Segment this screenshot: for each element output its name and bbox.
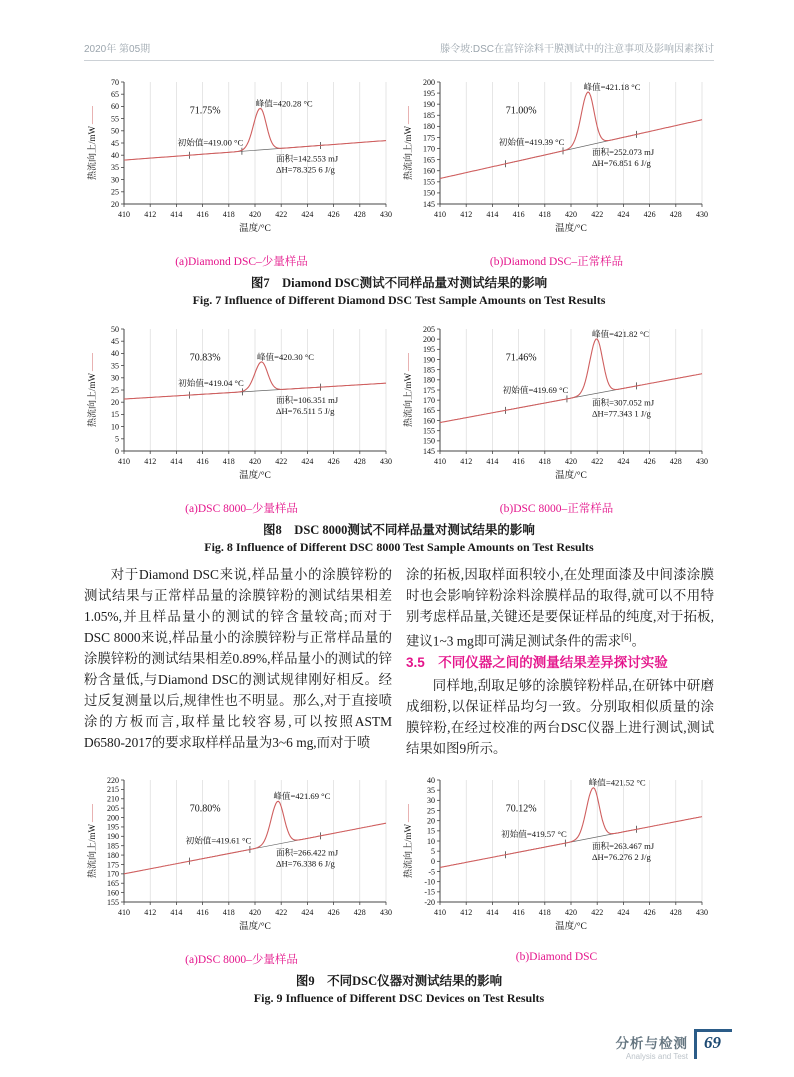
svg-text:430: 430 [696,457,708,466]
svg-text:温度/°C: 温度/°C [555,224,587,234]
svg-text:410: 410 [118,908,130,918]
figure-caption-cn: 图7 Diamond DSC测试不同样品量对测试结果的影响 [250,276,548,290]
svg-text:220: 220 [107,776,119,786]
svg-text:190: 190 [423,99,435,109]
svg-text:414: 414 [170,210,183,219]
svg-text:30: 30 [111,373,119,383]
svg-text:180: 180 [423,375,435,385]
svg-text:35: 35 [111,163,119,173]
svg-text:428: 428 [353,210,366,219]
svg-text:418: 418 [222,210,235,219]
svg-text:185: 185 [423,365,435,375]
svg-text:温度/°C: 温度/°C [555,922,587,933]
svg-text:71.00%: 71.00% [505,105,537,117]
body-text [84,564,714,759]
figure-8-subcaptions [84,500,714,516]
figure-9-charts [84,772,714,950]
svg-text:面积=263.467 mJ: 面积=263.467 mJ [591,841,655,852]
svg-text:410: 410 [118,210,130,219]
svg-text:60: 60 [111,102,119,112]
dsc-chart-fig7b [400,74,714,252]
svg-text:414: 414 [486,210,499,219]
svg-text:190: 190 [423,355,435,365]
svg-text:418: 418 [538,908,551,918]
svg-text:185: 185 [107,841,119,851]
svg-text:424: 424 [617,457,630,466]
svg-text:420: 420 [565,210,577,219]
svg-text:412: 412 [460,210,473,219]
svg-text:422: 422 [275,457,288,466]
svg-text:215: 215 [107,785,119,795]
svg-text:428: 428 [353,457,366,466]
svg-text:热流向上/mW ——: 热流向上/mW —— [403,105,413,181]
reference-marker: [6] [621,632,632,642]
right-column [406,564,714,759]
svg-text:175: 175 [423,133,435,143]
svg-text:70.12%: 70.12% [505,804,537,816]
svg-text:180: 180 [423,122,435,132]
footer-section-en: Analysis and Test [625,1052,688,1061]
svg-text:45: 45 [111,138,119,148]
svg-text:170: 170 [423,144,435,154]
svg-text:初始值=419.04 °C: 初始值=419.04 °C [178,377,244,388]
svg-text:155: 155 [423,426,435,436]
svg-text:40: 40 [111,151,119,160]
svg-text:初始值=419.57 °C: 初始值=419.57 °C [501,829,567,840]
svg-text:40: 40 [111,349,119,359]
paragraph: 同样地,刮取足够的涂膜锌粉样品,在研钵中研磨成细粉,以保证样品均匀一致。分别取相似质量的涂膜锌粉,在经过校准的两台DSC仪器上进行测试,测试结果如图9所示。 [406,678,714,757]
svg-text:426: 426 [327,210,340,219]
svg-text:416: 416 [512,908,525,918]
svg-text:418: 418 [538,457,551,466]
svg-text:170: 170 [107,870,119,880]
svg-text:ΔH=78.325 6 J/g: ΔH=78.325 6 J/g [275,164,335,175]
svg-text:面积=307.052 mJ: 面积=307.052 mJ [591,397,655,408]
svg-text:200: 200 [107,813,119,823]
svg-text:416: 416 [196,210,209,219]
svg-text:温度/°C: 温度/°C [239,922,271,933]
svg-text:峰值=420.30 °C: 峰值=420.30 °C [256,351,314,362]
svg-text:420: 420 [249,457,261,466]
svg-text:195: 195 [423,88,435,98]
figure-8-charts [84,321,714,499]
svg-text:ΔH=76.511 5 J/g: ΔH=76.511 5 J/g [275,405,335,416]
paragraph-end: 。 [631,633,646,649]
svg-text:428: 428 [353,908,366,918]
svg-text:210: 210 [107,795,119,805]
svg-text:145: 145 [423,446,435,456]
svg-text:-15: -15 [424,888,435,898]
svg-text:165: 165 [423,406,435,416]
svg-text:35: 35 [111,361,119,371]
figure-caption-en: Fig. 9 Influence of Different DSC Devices on Test Results [253,991,545,1006]
svg-text:430: 430 [696,210,708,219]
figure-caption-cn: 图9 不同DSC仪器对测试结果的影响 [295,974,503,989]
svg-text:200: 200 [423,77,435,87]
svg-text:424: 424 [301,908,314,918]
dsc-chart-fig9b [400,772,714,950]
page-number [694,1029,732,1059]
svg-text:热流向上/mW ——: 热流向上/mW —— [403,804,413,879]
svg-text:ΔH=76.338 6 J/g: ΔH=76.338 6 J/g [275,858,335,869]
svg-text:45: 45 [111,337,119,346]
svg-text:ΔH=76.851 6 J/g: ΔH=76.851 6 J/g [591,157,651,168]
svg-text:180: 180 [107,851,119,861]
svg-text:195: 195 [107,823,119,833]
svg-text:10: 10 [111,422,119,432]
running-title: 滕令坡:DSC在富锌涂料干膜测试中的注意事项及影响因素探讨 [440,44,714,55]
svg-text:175: 175 [423,385,435,395]
svg-text:430: 430 [380,210,392,219]
svg-text:428: 428 [669,908,682,918]
svg-text:初始值=419.00 °C: 初始值=419.00 °C [177,137,244,148]
subcaption-b: (b)Diamond DSC–正常样品 [489,256,624,268]
svg-text:190: 190 [107,832,119,842]
svg-text:71.46%: 71.46% [505,352,537,364]
svg-text:175: 175 [107,860,119,870]
svg-text:428: 428 [669,210,682,219]
figure-7-charts [84,74,714,252]
figure-caption-cn: 图8 DSC 8000测试不同样品量对测试结果的影响 [263,523,535,537]
dsc-chart-fig9a [84,772,398,950]
svg-text:416: 416 [196,908,209,918]
svg-text:420: 420 [249,210,261,219]
svg-text:428: 428 [669,457,682,466]
svg-text:面积=266.422 mJ: 面积=266.422 mJ [275,847,339,858]
svg-text:热流向上/mW ——: 热流向上/mW —— [403,352,413,428]
figure-7 [84,74,714,308]
svg-text:160: 160 [423,416,435,426]
svg-text:412: 412 [460,908,473,918]
svg-text:面积=252.073 mJ: 面积=252.073 mJ [591,146,655,157]
svg-text:424: 424 [617,908,630,918]
svg-text:70.80%: 70.80% [189,804,221,816]
svg-text:15: 15 [111,410,119,420]
svg-text:420: 420 [249,908,261,918]
svg-text:70: 70 [111,77,119,87]
svg-text:185: 185 [423,111,435,121]
svg-text:422: 422 [591,457,604,466]
page-footer [616,1029,733,1061]
svg-text:初始值=419.61 °C: 初始值=419.61 °C [185,835,252,846]
svg-text:420: 420 [565,908,577,918]
svg-text:426: 426 [327,908,340,918]
svg-text:20: 20 [111,199,119,209]
svg-text:50: 50 [111,126,119,136]
svg-text:ΔH=76.276 2 J/g: ΔH=76.276 2 J/g [591,852,651,863]
svg-text:424: 424 [301,210,314,219]
svg-text:200: 200 [423,334,435,344]
svg-text:温度/°C: 温度/°C [555,471,587,481]
svg-text:412: 412 [460,457,473,466]
svg-text:5: 5 [115,434,119,444]
svg-text:170: 170 [423,395,435,405]
svg-text:50: 50 [111,324,119,334]
svg-text:峰值=421.82 °C: 峰值=421.82 °C [591,328,649,339]
svg-text:426: 426 [643,457,656,466]
svg-text:414: 414 [486,908,499,918]
svg-text:205: 205 [107,804,119,814]
subcaption-a: (a)DSC 8000–少量样品 [185,503,298,515]
svg-text:422: 422 [275,210,288,219]
svg-text:155: 155 [423,177,435,187]
svg-text:418: 418 [222,457,235,466]
svg-text:416: 416 [512,210,525,219]
svg-text:426: 426 [643,210,656,219]
paragraph: 对于Diamond DSC来说,样品量小的涂膜锌粉的测试结果与正常样品量的涂膜锌粉的测试结果相差1.05%,并且样品量小的测试的锌含量较高;而对于DSC 8000来说,样品量小的涂膜锌粉与正常样品量的涂膜锌粉的测试结果相差0.89%,样品量小的测试的锌粉含量低,与Diamond DSC的测试规律刚好相反。经过反复测量以后,规律性也不明显。那么,对于直接喷涂的方板而言,取样量比较容易,可以按照ASTM D6580-2017的要求取样样品量为3~6 mg,而对于喷 [84,567,392,750]
svg-text:426: 426 [643,908,656,918]
svg-text:412: 412 [144,210,157,219]
svg-text:ΔH=77.343 1 J/g: ΔH=77.343 1 J/g [591,408,651,419]
journal-issue: 2020年 第05期 [84,44,151,55]
svg-text:面积=106.351 mJ: 面积=106.351 mJ [275,394,339,405]
page-number-value: 69 [704,1033,721,1052]
svg-text:峰值=420.28 °C: 峰值=420.28 °C [255,98,313,109]
svg-text:55: 55 [111,114,119,124]
subcaption-a: (a)DSC 8000–少量样品 [185,954,298,967]
svg-text:150: 150 [423,188,435,198]
svg-text:0: 0 [431,857,435,867]
svg-text:160: 160 [107,888,119,898]
svg-text:30: 30 [111,175,119,185]
svg-text:418: 418 [538,210,551,219]
svg-text:5: 5 [431,847,435,857]
svg-text:422: 422 [591,210,604,219]
svg-text:165: 165 [107,879,119,889]
svg-text:414: 414 [170,457,183,466]
svg-text:15: 15 [427,827,435,837]
svg-text:0: 0 [115,446,119,456]
svg-text:410: 410 [118,457,130,466]
svg-text:412: 412 [144,457,157,466]
page-header [84,40,714,61]
svg-text:-5: -5 [428,867,435,877]
section-heading: 3.5 不同仪器之间的测量结果差异探讨实验 [406,655,668,671]
svg-text:20: 20 [111,398,119,407]
svg-text:430: 430 [696,908,708,918]
svg-text:145: 145 [423,199,435,209]
svg-text:71.75%: 71.75% [189,105,221,117]
svg-text:10: 10 [427,837,435,847]
svg-text:20: 20 [427,816,435,826]
svg-text:410: 410 [434,908,446,918]
svg-text:温度/°C: 温度/°C [239,471,271,481]
svg-text:-10: -10 [424,877,435,887]
svg-text:410: 410 [434,210,446,219]
svg-text:40: 40 [427,776,435,786]
paragraph [406,564,714,651]
svg-text:-20: -20 [424,898,435,908]
svg-text:温度/°C: 温度/°C [239,224,271,234]
svg-text:150: 150 [423,436,435,446]
figure-7-subcaptions [84,253,714,269]
svg-text:30: 30 [427,796,435,806]
svg-text:414: 414 [486,457,499,466]
svg-text:420: 420 [565,457,577,466]
figure-caption-en: Fig. 8 Influence of Different DSC 8000 Test Sample Amounts on Test Results [204,540,594,554]
dsc-chart-fig7a [84,74,398,252]
svg-text:155: 155 [107,898,119,908]
subcaption-a: (a)Diamond DSC–少量样品 [175,256,308,268]
svg-text:热流向上/mW ——: 热流向上/mW —— [87,352,97,428]
svg-text:205: 205 [423,324,435,334]
svg-text:65: 65 [111,90,119,99]
subcaption-b: (b)DSC 8000–正常样品 [499,503,614,515]
svg-text:410: 410 [434,457,446,466]
left-column [84,564,392,759]
svg-text:35: 35 [427,786,435,796]
svg-text:424: 424 [301,457,314,466]
svg-text:峰值=421.18 °C: 峰值=421.18 °C [583,81,641,92]
footer-section-title [616,1029,689,1061]
svg-text:418: 418 [222,908,235,918]
svg-text:初始值=419.39 °C: 初始值=419.39 °C [498,136,565,147]
dsc-chart-fig8b [400,321,714,499]
dsc-chart-fig8a [84,321,398,499]
svg-text:峰值=421.69 °C: 峰值=421.69 °C [273,791,331,802]
svg-text:422: 422 [591,908,604,918]
svg-text:热流向上/mW ——: 热流向上/mW —— [87,804,97,879]
footer-section-cn: 分析与检测 [615,1036,688,1051]
svg-text:面积=142.553 mJ: 面积=142.553 mJ [275,153,339,164]
svg-text:25: 25 [111,385,119,395]
svg-text:195: 195 [423,345,435,355]
figure-8 [84,321,714,555]
svg-text:416: 416 [196,457,209,466]
svg-text:160: 160 [423,166,435,176]
svg-text:70.83%: 70.83% [189,352,221,364]
svg-text:424: 424 [617,210,630,219]
figure-9 [84,772,714,1006]
svg-text:热流向上/mW ——: 热流向上/mW —— [87,105,97,181]
svg-text:25: 25 [427,806,435,816]
svg-text:430: 430 [380,457,392,466]
paragraph-text: 涂的拓板,因取样面积较小,在处理面漆及中间漆涂膜时也会影响锌粉涂料涂膜样品的取得,就可以不用特别考虑样品量,关键还是要保证样品的纯度,对于拓板,建议1~3 mg即可满足测试条件的需求 [406,567,714,649]
svg-text:初始值=419.69 °C: 初始值=419.69 °C [502,384,569,395]
figure-9-subcaptions [84,951,714,967]
svg-text:426: 426 [327,457,340,466]
svg-text:165: 165 [423,155,435,165]
svg-text:414: 414 [170,908,183,918]
subcaption-b: (b)Diamond DSC [515,951,598,964]
svg-text:25: 25 [111,187,119,197]
svg-text:峰值=421.52 °C: 峰值=421.52 °C [588,778,646,789]
svg-text:412: 412 [144,908,157,918]
svg-text:430: 430 [380,908,392,918]
svg-text:422: 422 [275,908,288,918]
svg-text:416: 416 [512,457,525,466]
figure-caption-en: Fig. 7 Influence of Different Diamond DSC Test Sample Amounts on Test Results [192,293,606,307]
